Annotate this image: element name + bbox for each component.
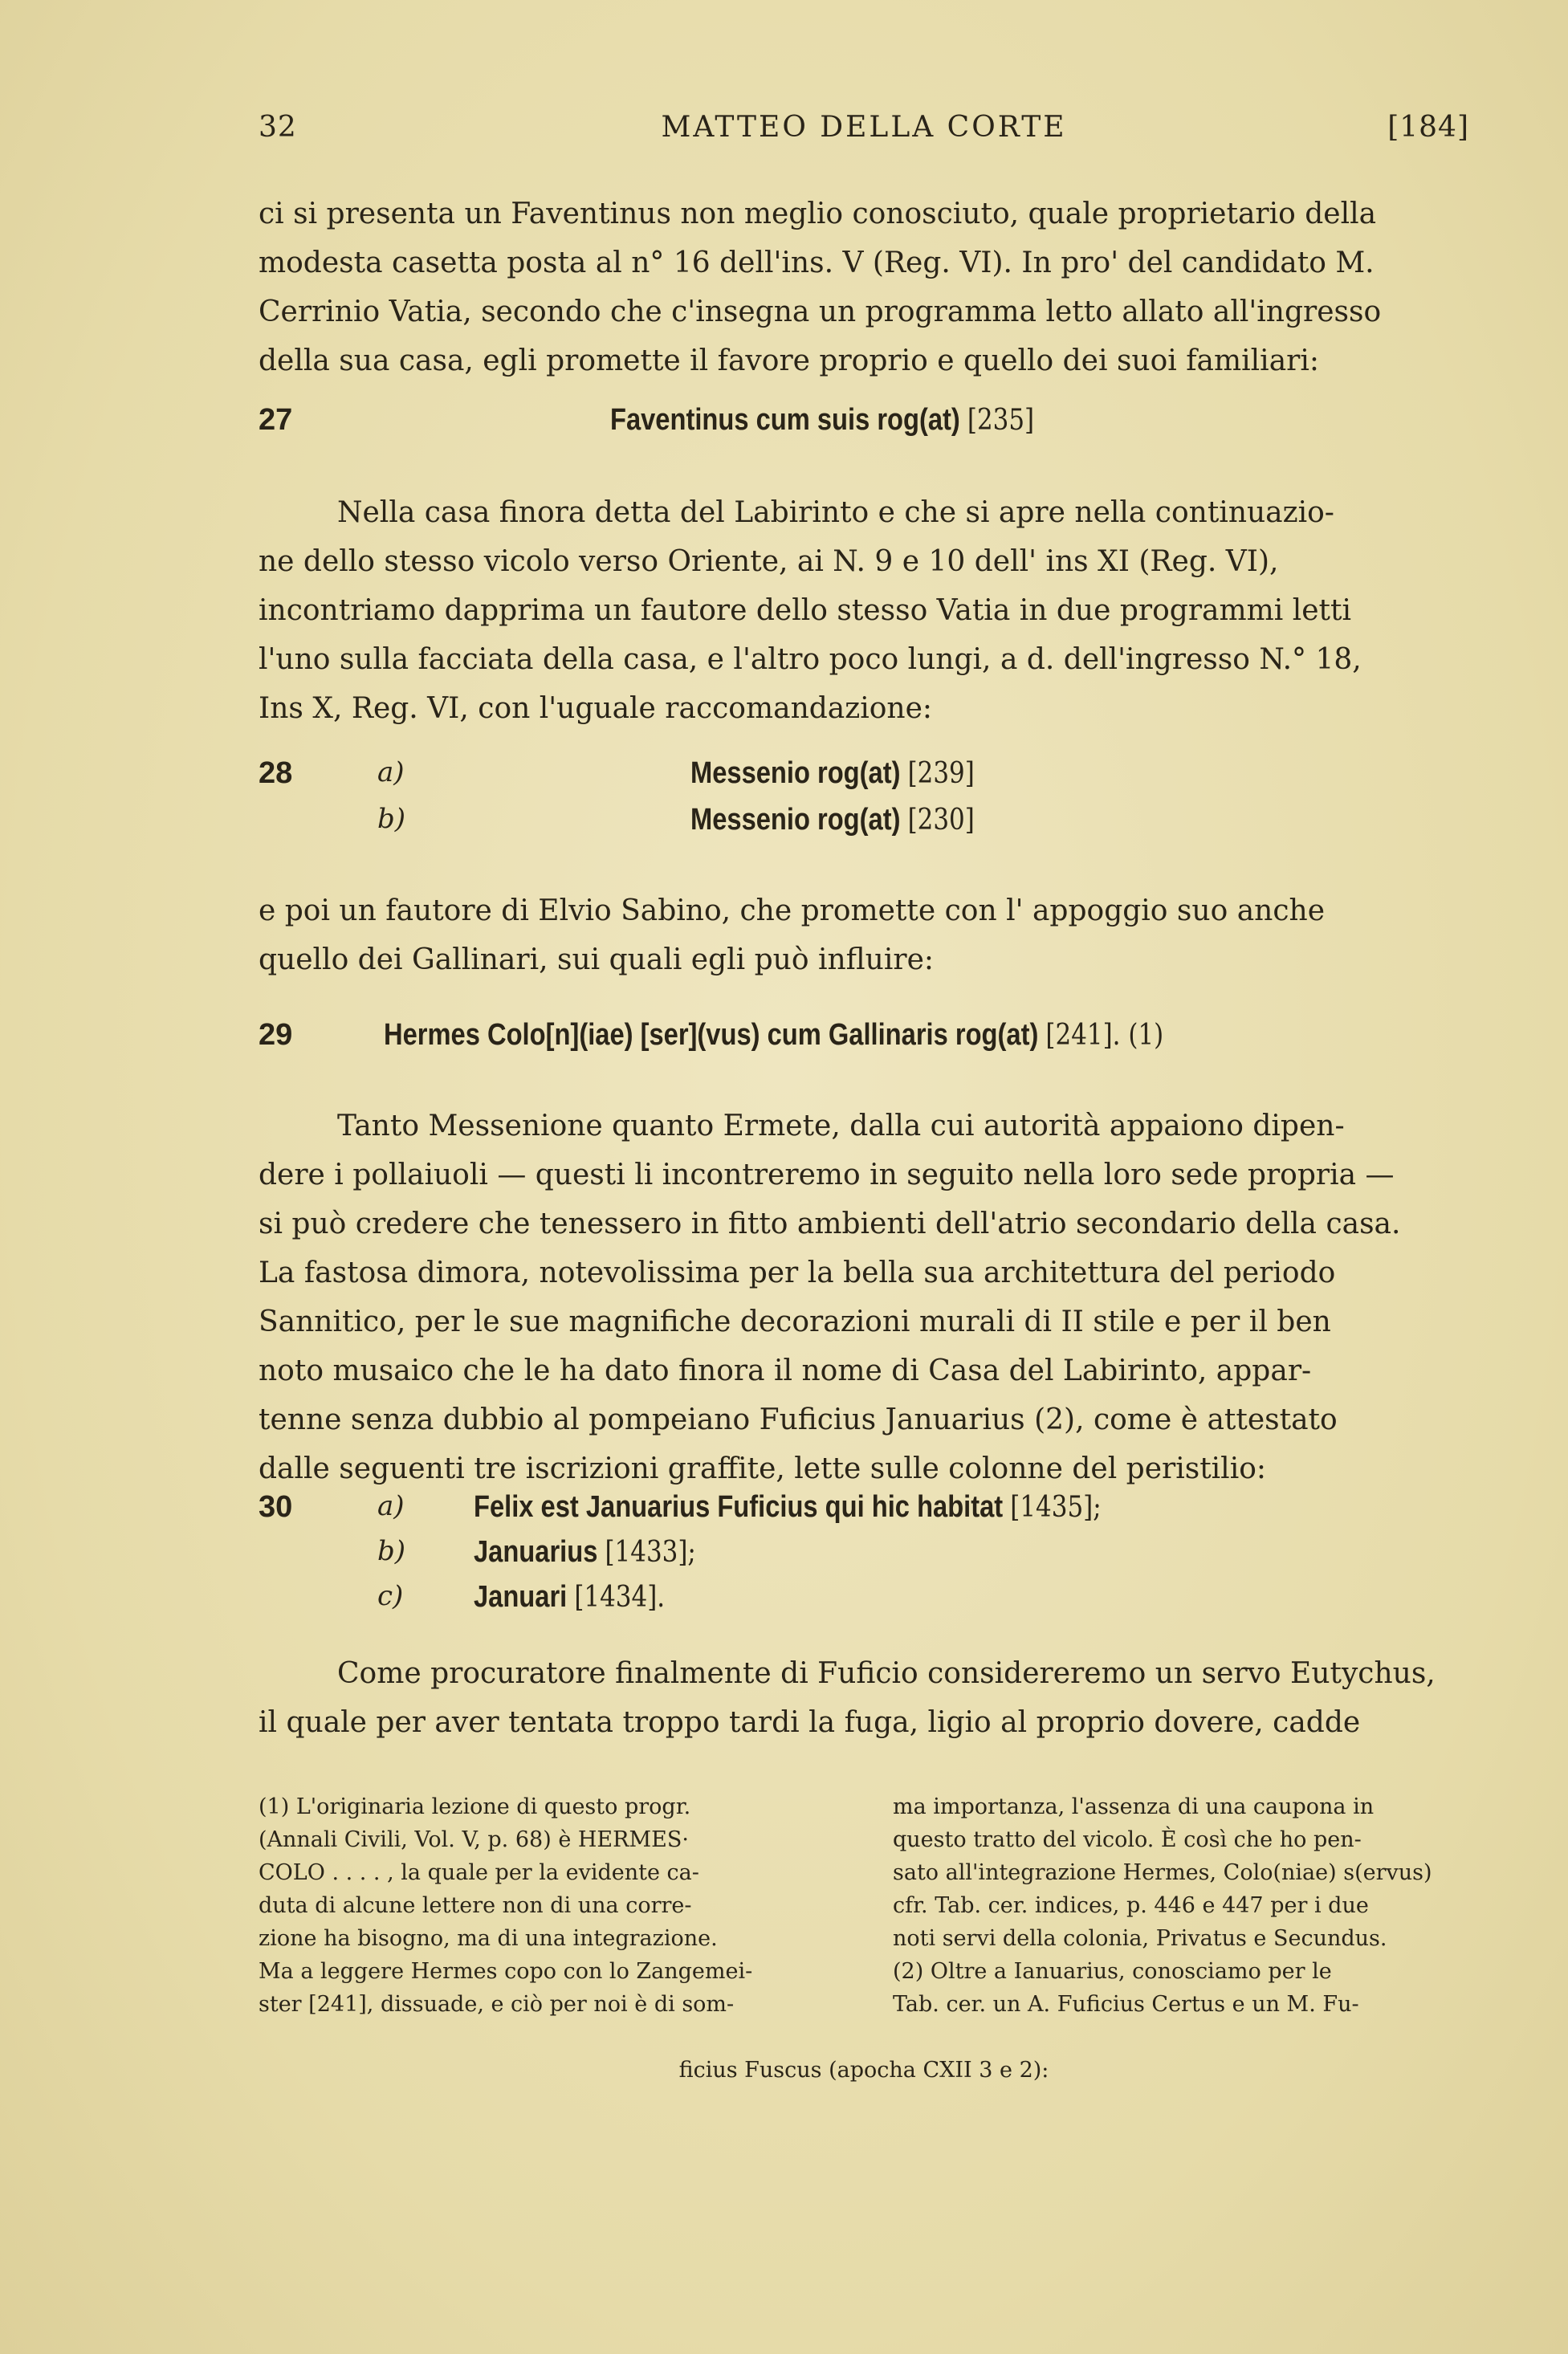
- inscription-ref: [241]. (1): [1045, 1019, 1164, 1052]
- inscription-27: [259, 403, 1469, 451]
- inscription-number: 30: [259, 1490, 293, 1524]
- text-line: ne dello stesso vicolo verso Oriente, ai N. 9 e 10 dell' ins XI (Reg. VI),: [259, 545, 1279, 578]
- inscription-text: [474, 1580, 665, 1615]
- inscription-words: Felix est Januarius Fuficius qui hic habitat: [474, 1490, 1004, 1524]
- inscription-ref: [1433];: [605, 1536, 696, 1569]
- inscription-ref: [230]: [907, 804, 975, 837]
- inscription-28a: [259, 756, 1469, 804]
- footnote-column-left: [259, 1790, 837, 2021]
- footnote-line: zione ha bisogno, ma di una integrazione.: [259, 1926, 718, 1951]
- inscription-30a: [259, 1490, 1469, 1538]
- inscription-29: [259, 1018, 1469, 1066]
- text-line: l'uno sulla facciata della casa, e l'altro poco lungi, a d. dell'ingresso N.° 18,: [259, 643, 1362, 676]
- inscription-number: 29: [259, 1018, 293, 1052]
- paragraph-4: [259, 1102, 1469, 1493]
- footnote-line: (2) Oltre a Ianuarius, conosciamo per le: [893, 1959, 1332, 1984]
- text-line: si può credere che tenessero in fitto ambienti dell'atrio secondario della casa.: [259, 1208, 1401, 1240]
- text-line: quello dei Gallinari, sui quali egli può influire:: [259, 943, 935, 976]
- section-reference: [184]: [1387, 111, 1469, 144]
- item-label: a): [377, 1490, 405, 1522]
- inscription-text: [610, 403, 1034, 438]
- text-line: Tanto Messenione quanto Ermete, dalla cui autorità appaiono dipen-: [337, 1110, 1345, 1142]
- inscription-ref: [1434].: [574, 1581, 666, 1614]
- text-line: dalle seguenti tre iscrizioni graffite, lette sulle colonne del peristilio:: [259, 1452, 1267, 1485]
- inscription-words: Hermes Colo[n](iae) [ser](vus) cum Gallinaris rog(at): [384, 1018, 1039, 1052]
- inscription-30b: [259, 1535, 1469, 1583]
- inscription-words: Januari: [474, 1580, 568, 1614]
- text-line: Ins X, Reg. VI, con l'uguale raccomandazione:: [259, 692, 933, 725]
- footnote-line: Tab. cer. un A. Fuficius Certus e un M. Fu-: [893, 1992, 1359, 2017]
- inscription-text: [690, 803, 975, 837]
- inscription-text: [474, 1490, 1102, 1525]
- inscription-text: [384, 1018, 1163, 1053]
- paragraph-5: [259, 1649, 1469, 1747]
- paragraph-1: [259, 189, 1469, 385]
- inscription-ref: [235]: [967, 404, 1035, 437]
- footnote-line: noti servi della colonia, Privatus e Secundus.: [893, 1926, 1387, 1951]
- inscription-ref: [1435];: [1010, 1491, 1102, 1524]
- text-line: incontriamo dapprima un fautore dello stesso Vatia in due programmi letti: [259, 594, 1351, 627]
- footnote-column-right: [893, 1790, 1471, 2021]
- item-label: a): [377, 756, 405, 788]
- text-line: e poi un fautore di Elvio Sabino, che promette con l' appoggio suo anche: [259, 894, 1325, 927]
- inscription-ref: [239]: [907, 757, 975, 790]
- item-label: b): [377, 1535, 406, 1567]
- item-label: c): [377, 1580, 404, 1612]
- text-line: ci si presenta un Faventinus non meglio conosciuto, quale proprietario della: [259, 198, 1377, 230]
- footnote-line: (1) L'originaria lezione di questo progr.: [259, 1794, 691, 1819]
- footnote-line: Ma a leggere Hermes copo con lo Zangemei-: [259, 1959, 753, 1984]
- item-label: b): [377, 803, 406, 835]
- text-line: La fastosa dimora, notevolissima per la bella sua architettura del periodo: [259, 1256, 1336, 1289]
- text-line: tenne senza dubbio al pompeiano Fuficius Januarius (2), come è attestato: [259, 1403, 1338, 1436]
- text-line: Nella casa finora detta del Labirinto e che si apre nella continuazio-: [337, 496, 1334, 529]
- inscription-number: 28: [259, 756, 293, 790]
- footnote-line: ma importanza, l'assenza di una caupona in: [893, 1794, 1375, 1819]
- text-line: modesta casetta posta al n° 16 dell'ins. V (Reg. VI). In pro' del candidato M.: [259, 246, 1375, 279]
- inscription-number: 27: [259, 403, 293, 437]
- text-line: noto musaico che le ha dato finora il nome di Casa del Labirinto, appar-: [259, 1354, 1312, 1387]
- inscription-words: Messenio rog(at): [690, 756, 901, 790]
- text-line: Cerrinio Vatia, secondo che c'insegna un programma letto allato all'ingresso: [259, 295, 1382, 328]
- inscription-words: Messenio rog(at): [690, 803, 901, 837]
- inscription-words: Januarius: [474, 1535, 598, 1569]
- footnote-line: duta di alcune lettere non di una corre-: [259, 1893, 692, 1918]
- footnote-line: (Annali Civili, Vol. V, p. 68) è HERMES·: [259, 1827, 689, 1852]
- running-header: [259, 103, 1469, 151]
- page-number: 32: [259, 111, 297, 144]
- inscription-words: Faventinus cum suis rog(at): [610, 403, 960, 437]
- text-line: Sannitico, per le sue magnifiche decorazioni murali di II stile e per il ben: [259, 1305, 1331, 1338]
- paragraph-2: [259, 488, 1469, 733]
- text-line: della sua casa, egli promette il favore proprio e quello dei suoi familiari:: [259, 344, 1320, 377]
- text-line: dere i pollaiuoli — questi li incontreremo in seguito nella loro sede propria —: [259, 1159, 1395, 1191]
- footnote-line: cfr. Tab. cer. indices, p. 446 e 447 per i due: [893, 1893, 1369, 1918]
- inscription-30c: [259, 1580, 1469, 1628]
- paragraph-3: [259, 886, 1469, 984]
- text-line: Come procuratore finalmente di Fuficio considereremo un servo Eutychus,: [337, 1657, 1436, 1690]
- running-title: MATTEO DELLA CORTE: [661, 111, 1067, 144]
- inscription-text: [474, 1535, 696, 1570]
- inscription-text: [690, 756, 975, 791]
- footnote-line: COLO . . . . , la quale per la evidente ca-: [259, 1860, 699, 1885]
- inscription-28b: [259, 803, 1469, 851]
- footnote-line: ster [241], dissuade, e ciò per noi è di som-: [259, 1992, 735, 2017]
- footnote-last-line: ficius Fuscus (apocha CXII 3 e 2):: [678, 2058, 1049, 2083]
- text-line: il quale per aver tentata troppo tardi la fuga, ligio al proprio dovere, cadde: [259, 1706, 1361, 1739]
- footnote-line: questo tratto del vicolo. È così che ho pen-: [893, 1827, 1362, 1852]
- footnote-line: sato all'integrazione Hermes, Colo(niae) s(ervus): [893, 1860, 1432, 1885]
- footnotes: [259, 1790, 1469, 2095]
